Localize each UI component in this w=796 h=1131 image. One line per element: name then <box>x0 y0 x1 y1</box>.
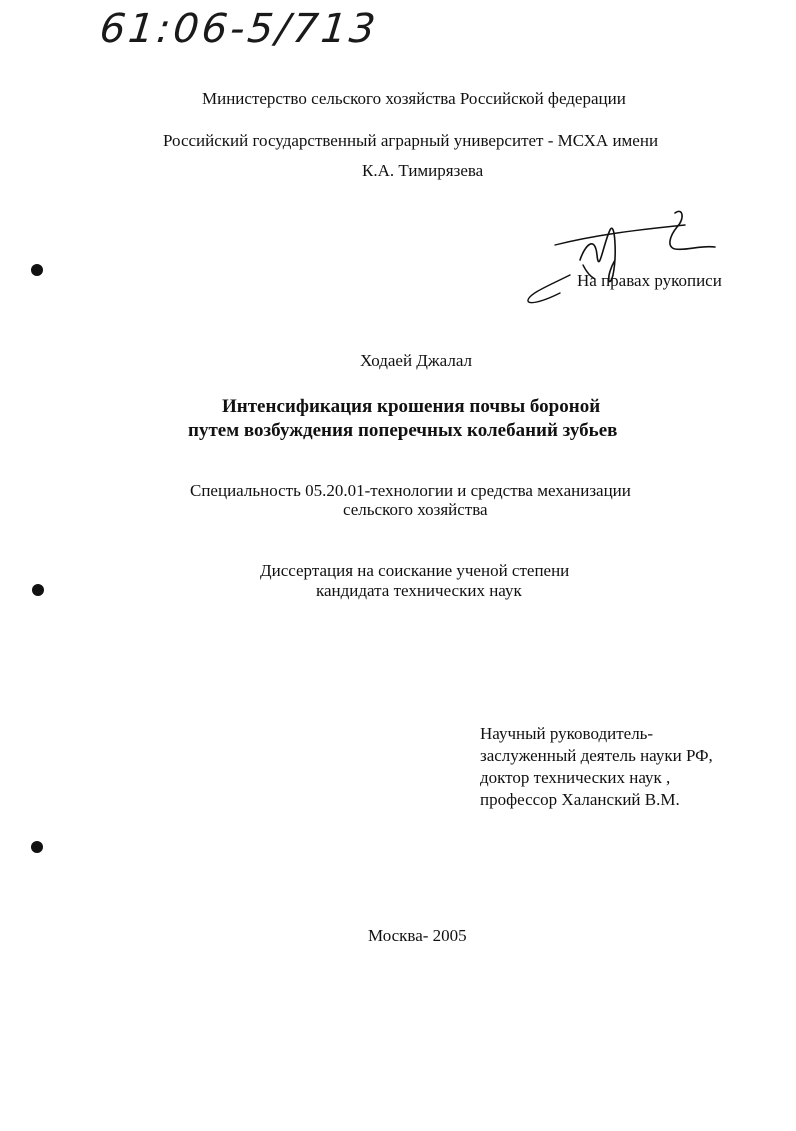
dissertation-title-line-2: путем возбуждения поперечных колебаний зубьев <box>188 420 618 441</box>
university-line: Российский государственный аграрный университет - МСХА имени <box>163 131 659 150</box>
degree-line-1: Диссертация на соискание ученой степени <box>260 561 570 580</box>
binding-hole-mark <box>31 841 43 853</box>
archive-number-handwritten: 61:06-5/713 <box>97 6 381 52</box>
author-name: Ходаей Джалал <box>360 351 473 370</box>
degree-line-2: кандидата технических наук <box>316 581 522 600</box>
signature <box>525 205 725 315</box>
advisor-line-2: заслуженный деятель науки РФ, <box>480 746 713 765</box>
binding-hole-mark <box>32 584 44 596</box>
ministry-line: Министерство сельского хозяйства Российской федерации <box>202 89 626 108</box>
dissertation-title-line-1: Интенсификация крошения почвы бороной <box>222 396 601 417</box>
advisor-line-1: Научный руководитель- <box>480 724 654 743</box>
advisor-line-3: доктор технических наук , <box>480 768 671 787</box>
university-name-line: К.А. Тимирязева <box>362 161 484 180</box>
advisor-line-4: профессор Халанский В.М. <box>480 790 680 809</box>
city-year: Москва- 2005 <box>368 926 467 945</box>
binding-hole-mark <box>31 264 43 276</box>
specialty-line-2: сельского хозяйства <box>343 500 488 519</box>
specialty-line-1: Специальность 05.20.01-технологии и средства механизации <box>190 481 631 500</box>
rights-note: На правах рукописи <box>577 271 722 290</box>
